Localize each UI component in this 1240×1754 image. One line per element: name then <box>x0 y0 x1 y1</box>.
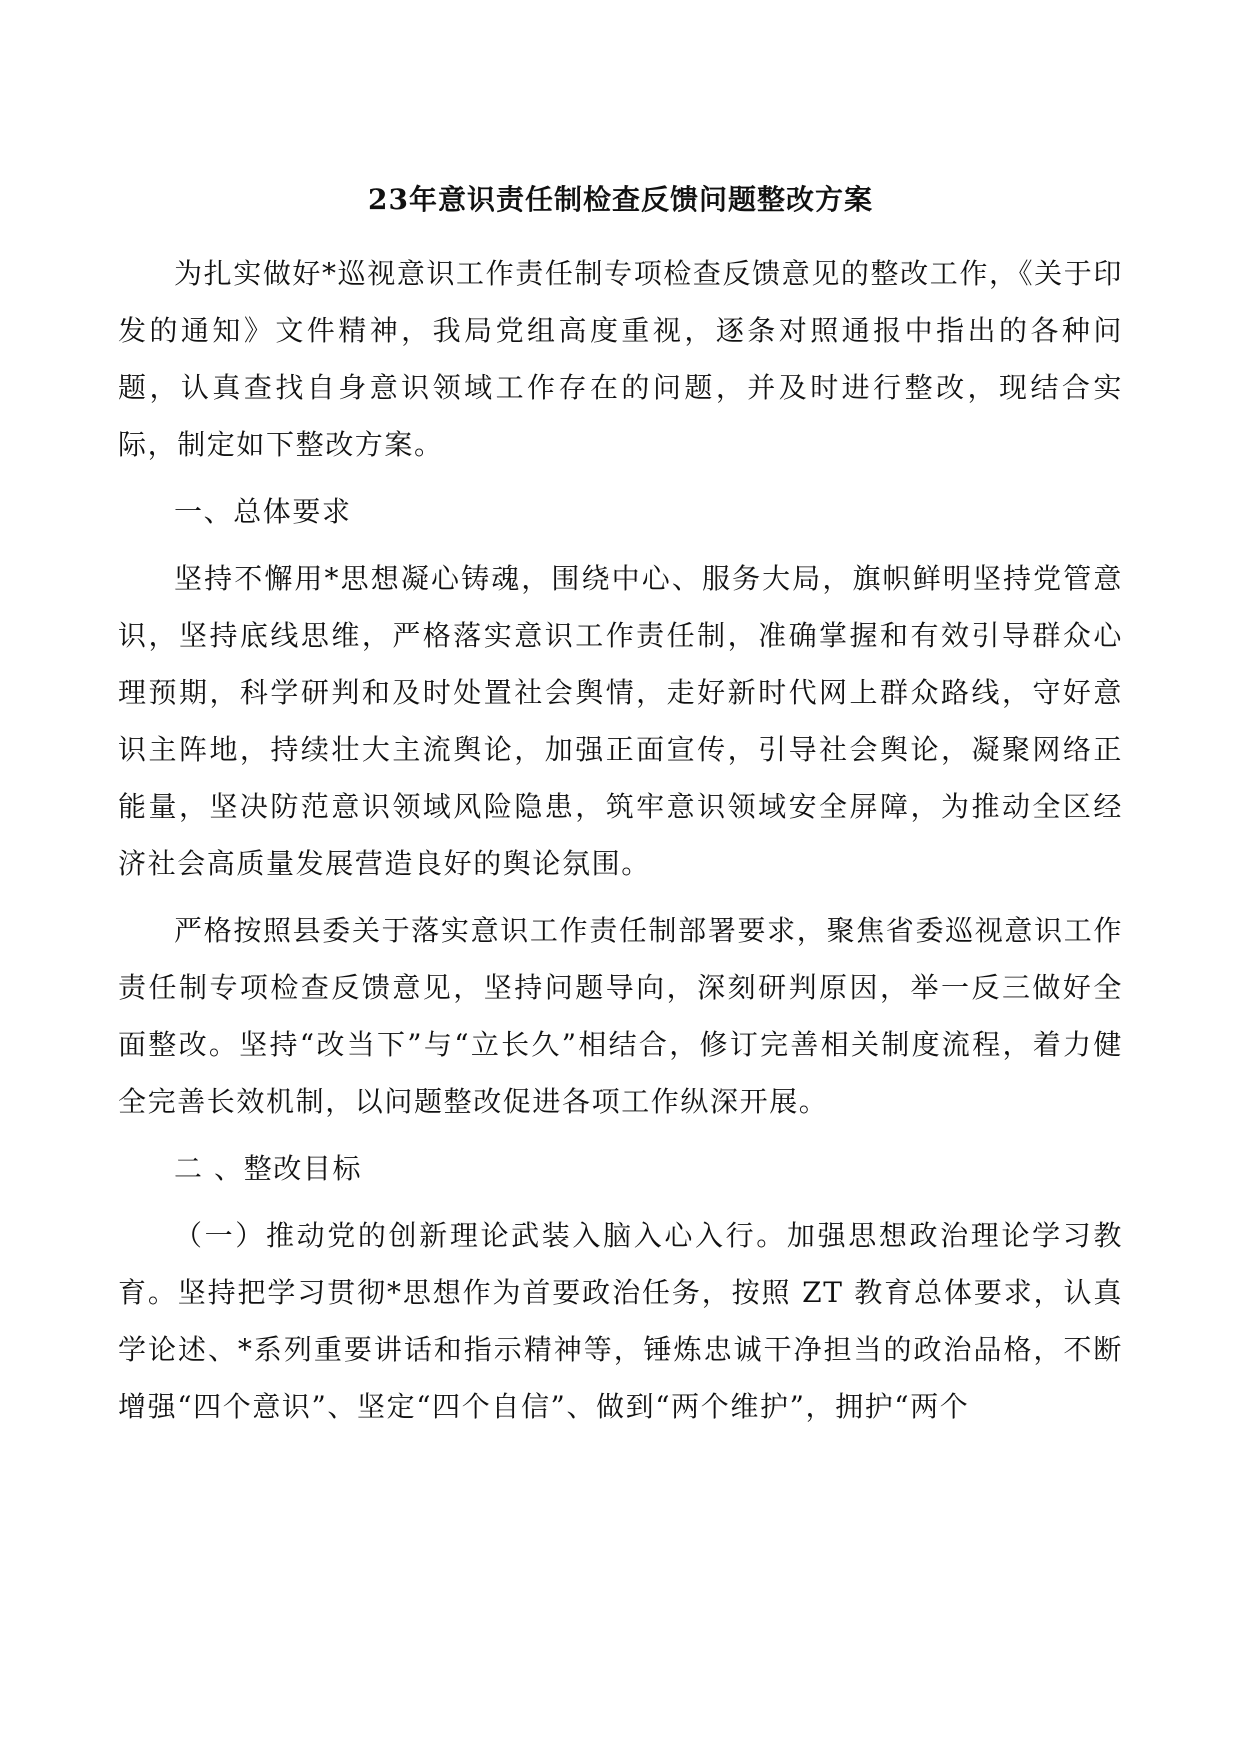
paragraph-spacer <box>118 892 1123 902</box>
rectification-goal-1-paragraph: （一）推动党的创新理论武装入脑入心入行。加强思想政治理论学习教育。坚持把学习贯彻*思想作为首要政治任务，按照 ZT 教育总体要求，认真学论述、*系列重要讲话和指示精神等，锤炼忠诚干净担当的政治品格，不断增强“四个意识”、坚定“四个自信”、做到“两个维护”，拥护“两个 <box>118 1219 1123 1423</box>
title-spacer <box>118 235 1123 245</box>
paragraph-spacer <box>118 540 1123 550</box>
paragraph-spacer <box>118 1130 1123 1140</box>
section-heading-general-requirements: 一、总体要求 <box>174 495 352 528</box>
document-title: 23年意识责任制检查反馈问题整改方案 <box>368 183 873 216</box>
paragraph-spacer <box>118 1197 1123 1207</box>
intro-paragraph: 为扎实做好*巡视意识工作责任制专项检查反馈意见的整改工作，《关于印发的通知》文件精神，我局党组高度重视，逐条对照通报中指出的各种问题，认真查找自身意识领域工作存在的问题，并及时进行整改，现结合实际，制定如下整改方案。 <box>118 257 1123 461</box>
paragraph-spacer <box>118 473 1123 483</box>
general-requirements-paragraph-1: 坚持不懈用*思想凝心铸魂，围绕中心、服务大局，旗帜鲜明坚持党管意识，坚持底线思维，严格落实意识工作责任制，准确掌握和有效引导群众心理预期，科学研判和及时处置社会舆情，走好新时代网上群众路线，守好意识主阵地，持续壮大主流舆论，加强正面宣传，引导社会舆论，凝聚网络正能量，坚决防范意识领域风险隐患，筑牢意识领域安全屏障，为推动全区经济社会高质量发展营造良好的舆论氛围。 <box>118 562 1123 880</box>
section-heading-rectification-goals: 二 、整改目标 <box>174 1152 363 1185</box>
general-requirements-paragraph-2: 严格按照县委关于落实意识工作责任制部署要求，聚焦省委巡视意识工作责任制专项检查反馈意见，坚持问题导向，深刻研判原因，举一反三做好全面整改。坚持“改当下”与“立长久”相结合，修订完善相关制度流程，着力健全完善长效机制，以问题整改促进各项工作纵深开展。 <box>118 914 1123 1118</box>
document-body <box>118 165 1123 1435</box>
